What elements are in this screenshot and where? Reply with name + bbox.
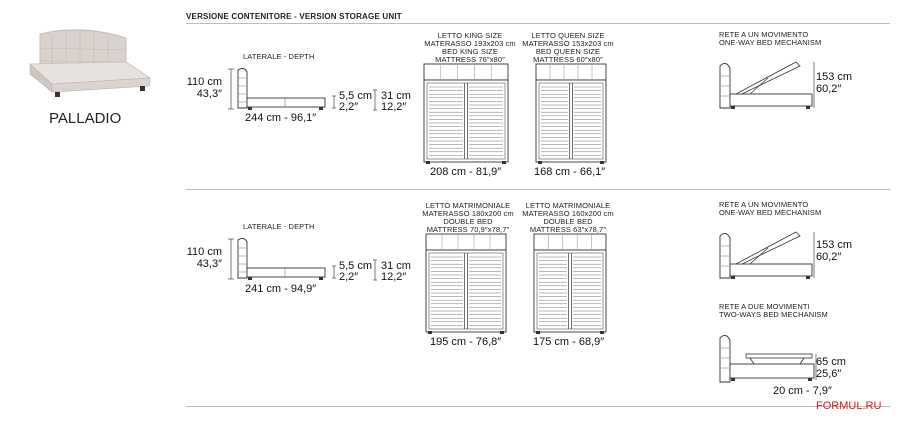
plan-a-width: 195 cm - 76,8″ xyxy=(430,336,502,348)
plan-a-drawing xyxy=(424,64,508,164)
mech2-line-1: RETE A DUE MOVIMENTI xyxy=(719,302,810,311)
product-bed-image xyxy=(22,28,152,98)
mech-line-2: ONE-WAY BED MECHANISM xyxy=(719,38,822,47)
side-length: 244 cm - 96,1″ xyxy=(245,112,317,124)
plan-b-width: 175 cm - 68,9″ xyxy=(533,336,605,348)
plan-a-width: 208 cm - 81,9″ xyxy=(430,166,502,178)
plan-b-line-2: MATERASSO 160x200 cm xyxy=(522,209,614,218)
section-title: VERSIONE CONTENITORE - VERSION STORAGE UNIT xyxy=(186,12,402,21)
plan-a-line-2: MATERASSO 193x203 cm xyxy=(424,39,516,48)
plan-b-line-1: LETTO QUEEN SIZE xyxy=(531,31,605,40)
base-in: 12,2″ xyxy=(381,271,407,283)
mech-height-in: 60,2″ xyxy=(816,251,842,263)
plan-b-drawing xyxy=(534,234,606,334)
mech-height-in: 60,2″ xyxy=(816,83,842,95)
height-cm: 110 cm xyxy=(186,246,222,258)
mech-height-cm: 153 cm xyxy=(816,71,853,83)
height-in: 43,3″ xyxy=(196,88,222,100)
plan-b-line-4: MATTRESS 60″x80″ xyxy=(533,55,603,64)
gap-in: 2,2″ xyxy=(339,271,359,283)
side-length: 241 cm - 94,9″ xyxy=(245,283,317,295)
gap-cm: 5,5 cm xyxy=(339,260,373,272)
plan-b-line-3: DOUBLE BED xyxy=(543,217,593,226)
one-way-mechanism-drawing xyxy=(716,214,816,284)
divider-top xyxy=(186,23,890,24)
mech2-height-cm: 65 cm xyxy=(816,356,846,368)
base-bracket xyxy=(373,242,381,282)
height-in: 43,3″ xyxy=(196,258,222,270)
mech-line-2: ONE-WAY BED MECHANISM xyxy=(719,208,822,217)
base-cm: 31 cm xyxy=(381,90,411,102)
height-cm: 110 cm xyxy=(186,76,222,88)
base-in: 12,2″ xyxy=(381,101,407,113)
product-name: PALLADIO xyxy=(49,110,122,127)
plan-a-line-1: LETTO KING SIZE xyxy=(437,31,503,40)
gap-in: 2,2″ xyxy=(339,101,359,113)
one-way-mechanism-drawing xyxy=(716,44,816,114)
plan-b-width: 168 cm - 66,1″ xyxy=(534,166,606,178)
mech-height-cm: 153 cm xyxy=(816,239,853,251)
gap-cm: 5,5 cm xyxy=(339,90,373,102)
base-bracket xyxy=(373,72,381,112)
two-way-mechanism-drawing xyxy=(716,322,816,382)
plan-a-line-3: DOUBLE BED xyxy=(443,217,493,226)
side-view-drawing xyxy=(228,62,328,112)
watermark: FORMUL.RU xyxy=(816,400,882,412)
plan-a-line-3: BED KING SIZE xyxy=(442,47,498,56)
plan-a-line-2: MATERASSO 180x200 cm xyxy=(422,209,514,218)
plan-a-line-4: MATTRESS 76″x80″ xyxy=(435,55,505,64)
mech2-length: 20 cm - 7,9″ xyxy=(773,385,832,397)
plan-a-drawing xyxy=(426,234,506,334)
mech2-line-2: TWO-WAYS BED MECHANISM xyxy=(719,310,828,319)
plan-b-drawing xyxy=(536,64,606,164)
divider-middle xyxy=(186,189,890,190)
side-view-drawing xyxy=(228,232,328,282)
plan-b-line-4: MATTRESS 63″x78,7″ xyxy=(529,225,607,234)
mech-line-1: RETE A UN MOVIMENTO xyxy=(719,200,809,209)
base-cm: 31 cm xyxy=(381,260,411,272)
mech2-height-in: 25,6″ xyxy=(816,368,842,380)
divider-bottom xyxy=(186,406,890,407)
mech-line-1: RETE A UN MOVIMENTO xyxy=(719,30,809,39)
plan-b-line-3: BED QUEEN SIZE xyxy=(535,47,601,56)
side-view-label: LATERALE - DEPTH xyxy=(243,52,315,61)
plan-a-line-1: LETTO MATRIMONIALE xyxy=(425,201,511,210)
plan-b-line-2: MATERASSO 153x203 cm xyxy=(522,39,614,48)
side-view-label: LATERALE - DEPTH xyxy=(243,222,315,231)
plan-b-line-1: LETTO MATRIMONIALE xyxy=(525,201,611,210)
plan-a-line-4: MATTRESS 70,9″x78,7″ xyxy=(426,225,510,234)
